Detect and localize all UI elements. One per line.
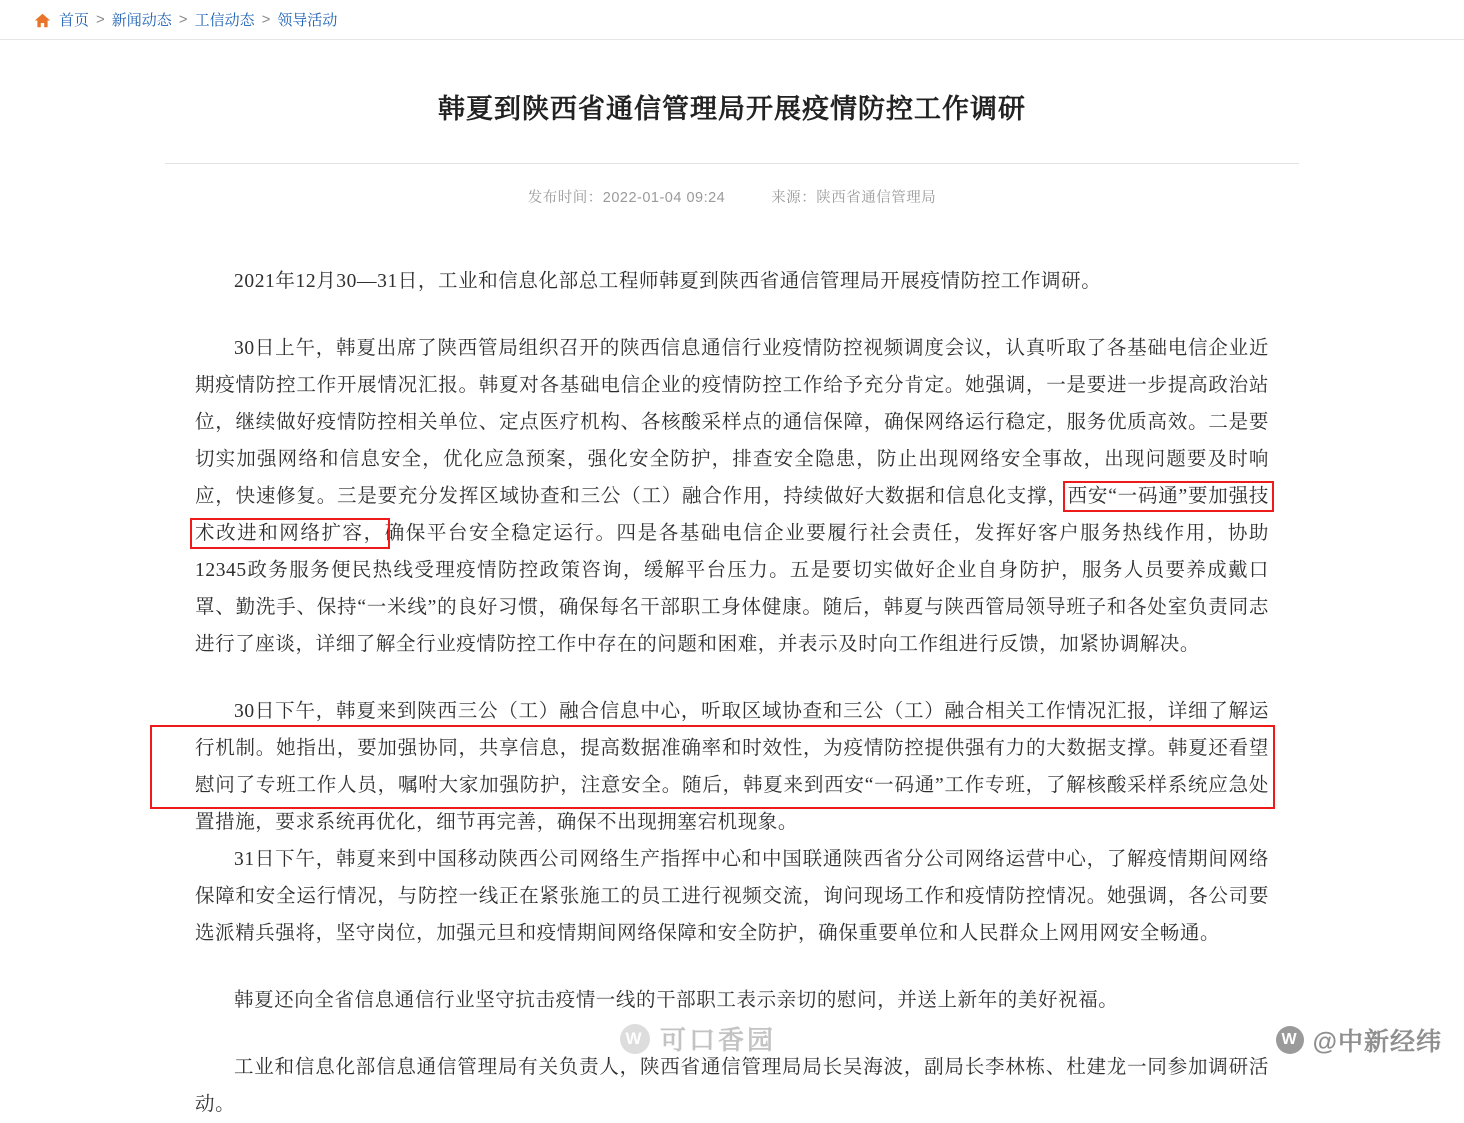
breadcrumb-separator: > [261,11,271,28]
breadcrumb-item-home[interactable]: 首页 [59,12,90,29]
home-icon[interactable] [34,12,51,29]
breadcrumb-item-news[interactable]: 新闻动态 [111,12,172,29]
breadcrumb-separator: > [178,11,188,28]
watermark-center [620,1020,776,1057]
publish-time-label: 发布时间： [527,190,603,207]
watermark-right [1276,1022,1442,1058]
breadcrumb-item-industry-news[interactable]: 工信动态 [194,12,255,29]
article-body [0,263,1464,1123]
paragraph-2 [195,330,1269,663]
breadcrumb-item-leader-activity[interactable]: 领导活动 [277,12,338,29]
publish-time-value: 2022-01-04 09:24 [602,190,726,207]
article-meta [0,186,1464,207]
watermark-center-text: 可口香园 [660,1025,777,1055]
weibo-logo-icon [1276,1026,1304,1054]
title-divider [165,163,1299,164]
paragraph-2-part1: 30日上午，韩夏出席了陕西管局组织召开的陕西信息通信行业疫情防控视频调度会议，认真听取了各基础电信企业近期疫情防控工作开展情况汇报。韩夏对各基础电信企业的疫情防控工作给予充分肯定。她强调，一是要进一步提高政治站位，继续做好疫情防控相关单位、定点医疗机构、各核酸采样点的通信保障，确保网络运行稳定，服务优质高效。二是要切实加强网络和信息安全，优化应急预案，强化安全防护，排查安全隐患，防止出现网络安全事故，出现问题要及时响应，快速修复。三是要充分发挥区域协查和三公（工）融合作用，持续做好大数据和信息化支撑， [195,338,1269,508]
source-label: 来源： [771,190,817,207]
article-source [771,186,936,207]
paragraph-3: 30日下午，韩夏来到陕西三公（工）融合信息中心，听取区域协查和三公（工）融合相关工作情况汇报，详细了解运行机制。她指出，要加强协同，共享信息，提高数据准确率和时效性，为疫情防控提供强有力的大数据支撑。韩夏还看望慰问了专班工作人员，嘱咐大家加强防护，注意安全。随后，韩夏来到西安“一码通”工作专班，了解核酸采样系统应急处置措施，要求系统再优化，细节再完善，确保不出现拥塞宕机现象。 [195,701,1269,834]
breadcrumb-separator: > [96,11,105,28]
watermark-right-text: @中新经纬 [1312,1028,1442,1056]
paragraph-1: 2021年12月30—31日，工业和信息化部总工程师韩夏到陕西省通信管理局开展疫情防控工作调研。 [234,271,1102,293]
article [0,92,1464,1123]
highlight-annotation-2-wrapper [195,693,1269,841]
paragraph-4: 31日下午，韩夏来到中国移动陕西公司网络生产指挥中心和中国联通陕西省分公司网络运营中心，了解疫情期间网络保障和安全运行情况，与防控一线正在紧张施工的员工进行视频交流，询问现场工作和疫情防控情况。她强调，各公司要选派精兵强将，坚守岗位，加强元旦和疫情期间网络保障和安全防护，确保重要单位和人民群众上网用网安全畅通。 [195,849,1269,945]
paragraph-2-part2: 确保平台安全稳定运行。四是各基础电信企业要履行社会责任，发挥好客户服务热线作用，协助12345政务服务便民热线受理疫情防控政策咨询，缓解平台压力。五是要切实做好企业自身防护，服务人员要养成戴口罩、勤洗手、保持“一米线”的良好习惯，确保每名干部职工身体健康。随后，韩夏与陕西管局领导班子和各处室负责同志进行了座谈，详细了解全行业疫情防控工作中存在的问题和困难，并表示及时向工作组进行反馈，加紧协调解决。 [195,523,1269,656]
weibo-logo-icon [620,1024,650,1054]
publish-time [528,186,726,207]
highlight-annotation-1: 西安“一码通”要加强技术改进和网络扩容， [195,486,1269,545]
page-title: 韩夏到陕西省通信管理局开展疫情防控工作调研 [438,94,1026,124]
breadcrumb [0,0,1464,40]
paragraph-6: 工业和信息化部信息通信管理局有关负责人，陕西省通信管理局局长吴海波，副局长李林栋、杜建龙一同参加调研活动。 [195,1057,1269,1116]
paragraph-5: 韩夏还向全省信息通信行业坚守抗击疫情一线的干部职工表示亲切的慰问，并送上新年的美好祝福。 [234,990,1119,1012]
source-value: 陕西省通信管理局 [816,190,937,207]
